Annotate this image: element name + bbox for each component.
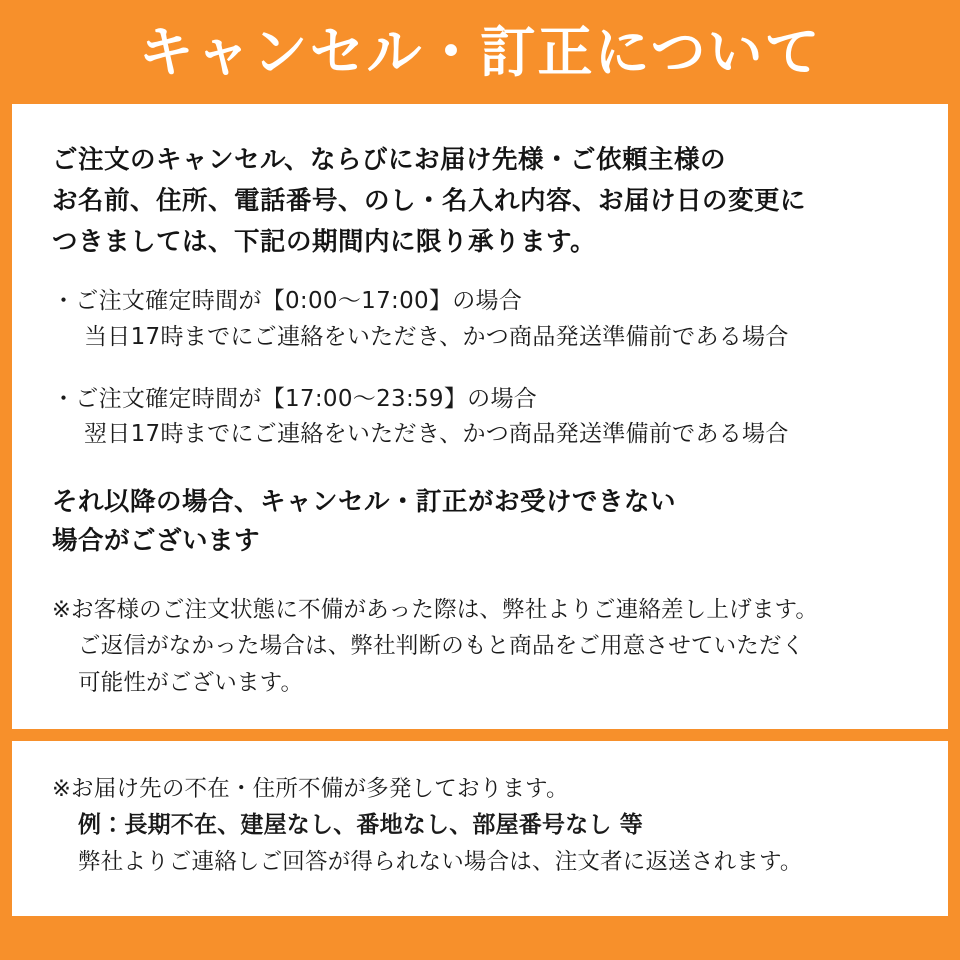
panel-divider	[0, 729, 960, 741]
lead-line-1: ご注文のキャンセル、ならびにお届け先様・ご依頼主様の	[52, 145, 726, 175]
header-band	[0, 0, 960, 104]
bottom-panel	[12, 741, 948, 916]
bullet-item-2	[52, 382, 908, 453]
emphasis-line-2: 場合がございます	[52, 526, 261, 557]
bullet-1-condition: ・ご注文確定時間が【0:00〜17:00】の場合	[52, 288, 523, 315]
page-title: キャンセル・訂正について	[138, 19, 822, 84]
note-line-3: 可能性がございます。	[78, 669, 304, 696]
bullet-2-condition: ・ご注文確定時間が【17:00〜23:59】の場合	[52, 385, 538, 412]
main-panel	[12, 104, 948, 729]
bullet-item-1	[52, 284, 908, 355]
note-paragraph	[52, 592, 908, 701]
bottom-line-2-example: 例：長期不在、建屋なし、番地なし、部屋番号なし 等	[78, 812, 644, 838]
lead-line-3: つきましては、下記の期間内に限り承ります。	[52, 226, 596, 257]
lead-line-2: お名前、住所、電話番号、のし・名入れ内容、お届け日の変更に	[52, 185, 807, 216]
note-line-2: ご返信がなかった場合は、弊社判断のもと商品をご用意させていただく	[78, 633, 805, 660]
bottom-line-1: ※お届け先の不在・住所不備が多発しております。	[52, 776, 569, 802]
note-line-1: ※お客様のご注文状態に不備があった際は、弊社よりご連絡差し上げます。	[52, 596, 819, 623]
bullet-1-detail: 当日17時までにご連絡をいただき、かつ商品発送準備前である場合	[84, 324, 789, 351]
bullet-2-detail: 翌日17時までにご連絡をいただき、かつ商品発送準備前である場合	[84, 421, 789, 448]
emphasis-line-1: それ以降の場合、キャンセル・訂正がお受けできない	[52, 486, 677, 517]
emphasis-paragraph	[52, 483, 908, 562]
lead-paragraph	[52, 140, 908, 262]
bottom-line-3: 弊社よりご連絡しご回答が得られない場合は、注文者に返送されます。	[78, 848, 803, 875]
